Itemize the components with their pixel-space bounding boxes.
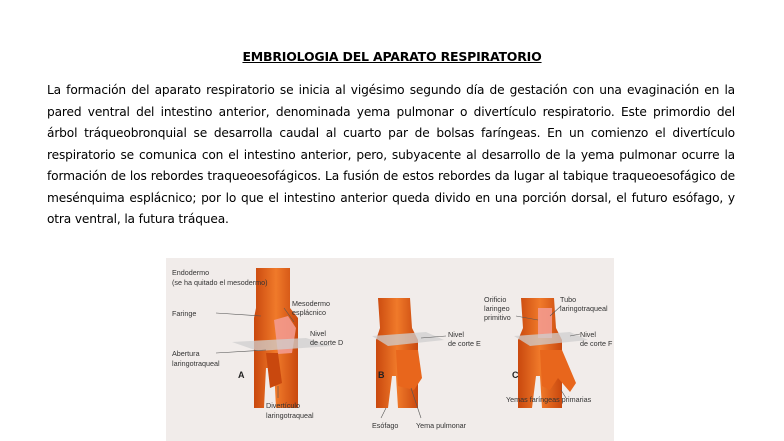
label-orificio-2: laringeo: [484, 304, 510, 313]
panel-c: [514, 298, 588, 408]
panel-b: [372, 298, 446, 418]
letter-a: A: [238, 370, 245, 380]
label-yema-pulmonar: Yema pulmonar: [416, 421, 467, 430]
label-nivel-d-1: Nivel: [310, 329, 326, 338]
label-mesodermo-2: esplácnico: [292, 308, 326, 317]
label-nivel-e-1: Nivel: [448, 330, 464, 339]
label-tubo-1: Tubo: [560, 295, 577, 304]
label-mesodermo: Mesodermo: [292, 299, 330, 308]
figure-drawing: [166, 258, 614, 441]
label-endodermo: Endodermo: [172, 268, 210, 277]
label-abertura-1: Abertura: [172, 349, 200, 358]
label-orificio-1: Orificio: [484, 295, 507, 304]
label-yemas-faringeas: Yemas faríngeas primarias: [506, 395, 592, 404]
letter-c: C: [512, 370, 519, 380]
label-faringe: Faringe: [172, 309, 197, 318]
body-paragraph: La formación del aparato respiratorio se inicia al vigésimo segundo día de gestación con una evaginación en la pared ventral del intestino anterior, denominada yema pulmonar o divertículo respiratorio. Este primordio del árbol tráqueobronquial se desarrolla caudal al cuarto par de bolsas faríngeas. En un comienzo el divertículo respiratorio se comunica con el intestino anterior, pero, subyacente al desarrollo de la yema pulmonar ocurre la formación de los rebordes traqueoesofágicos. La fusión de estos rebordes da lugar al tabique traqueoesofágico de mesénquima esplácnico; por lo que el intestino anterior queda divido en una porción dorsal, el futuro esófago, y otra ventral, la futura tráquea.: [47, 83, 735, 226]
label-orificio-3: primitivo: [484, 313, 511, 322]
label-tubo-2: laringotraqueal: [560, 304, 608, 313]
label-nivel-d-2: de corte D: [310, 338, 344, 347]
embryology-figure: [166, 258, 614, 441]
document-title: EMBRIOLOGIA DEL APARATO RESPIRATORIO: [242, 49, 542, 64]
lung-bud-b: [396, 350, 422, 390]
letter-b: B: [378, 370, 385, 380]
label-nivel-f-2: de corte F: [580, 339, 613, 348]
label-endodermo-note: (se ha quitado el mesodermo): [172, 278, 268, 287]
label-diverticulo-2: laringotraqueal: [266, 411, 314, 420]
label-diverticulo-1: Divertículo: [266, 401, 300, 410]
label-nivel-e-2: de corte E: [448, 339, 481, 348]
label-esofago: Esófago: [372, 421, 399, 430]
label-nivel-f-1: Nivel: [580, 330, 596, 339]
label-abertura-2: laringotraqueal: [172, 359, 220, 368]
